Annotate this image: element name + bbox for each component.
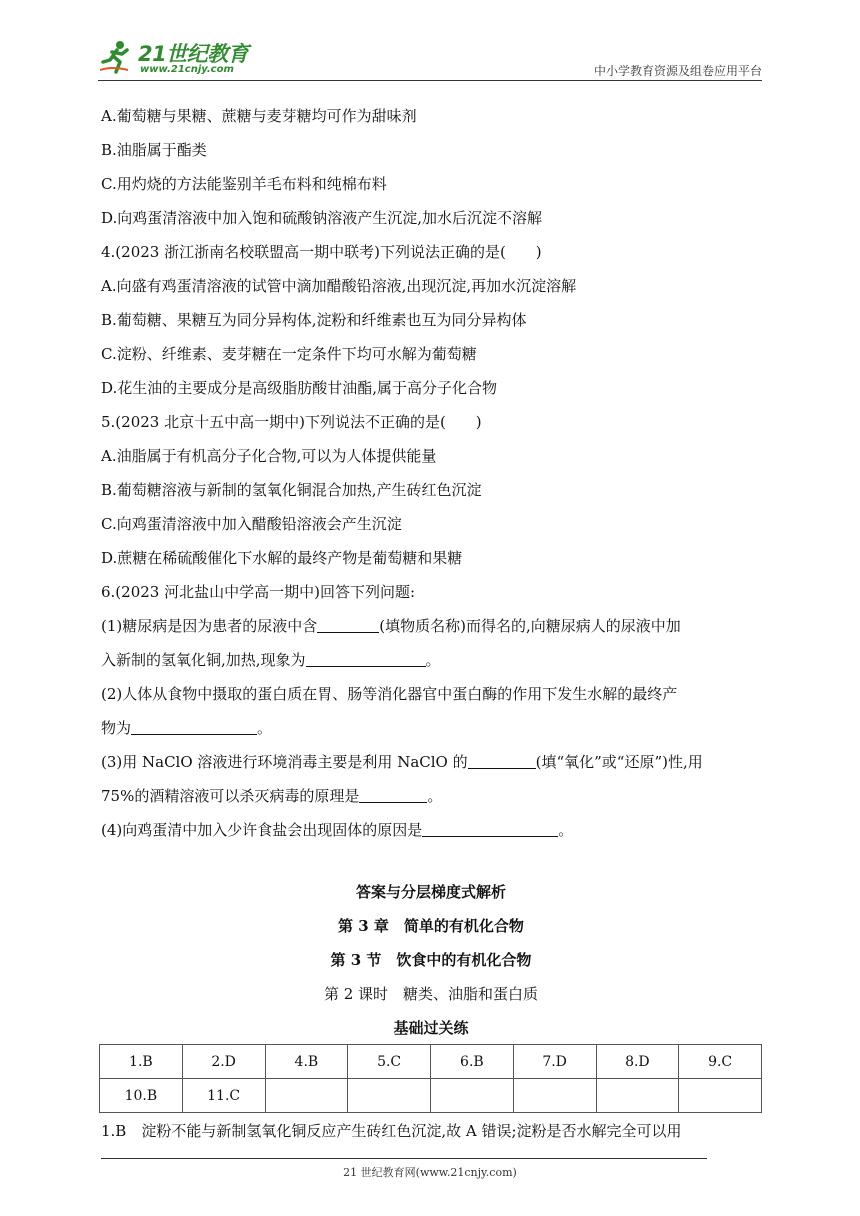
answer-blank (359, 786, 427, 803)
answer-blank (131, 718, 257, 735)
page-header (98, 34, 762, 82)
q6-part3-line2 (101, 779, 763, 813)
q6-part1-line2 (101, 643, 763, 677)
answer-blank (317, 616, 379, 633)
answer-cell (265, 1079, 348, 1113)
answers-title: 答案与分层梯度式解析 (355, 883, 506, 901)
header-divider (98, 80, 762, 81)
answer-cell (431, 1079, 514, 1113)
q4-option-a: A.向盛有鸡蛋清溶液的试管中滴加醋酸铅溶液,出现沉淀,再加水沉淀溶解 (101, 277, 577, 295)
answer-blank (468, 752, 536, 769)
logo-text: 21世纪教育 (138, 42, 249, 66)
practice-subtitle: 基础过关练 (393, 1019, 469, 1037)
q6-part4-line1 (101, 813, 763, 847)
q5-option-b: B.葡萄糖溶液与新制的氢氧化铜混合加热,产生砖红色沉淀 (101, 481, 482, 499)
answer-cell (596, 1079, 679, 1113)
answer-cell (348, 1079, 431, 1113)
answers-section (99, 875, 763, 1045)
q3-option-d: D.向鸡蛋清溶液中加入饱和硫酸钠溶液产生沉淀,加水后沉淀不溶解 (101, 209, 543, 227)
q6-part2-line2 (101, 711, 763, 745)
q6-part1-line1 (101, 609, 763, 643)
answer-cell (513, 1079, 596, 1113)
q6-part3-line1 (101, 745, 763, 779)
answer-cell: 1.B (100, 1045, 183, 1079)
q4-option-d: D.花生油的主要成分是高级脂肪酸甘油酯,属于高分子化合物 (101, 379, 498, 397)
q4-option-c: C.淀粉、纤维素、麦芽糖在一定条件下均可水解为葡萄糖 (101, 345, 477, 363)
section-title: 第 3 节 饮食中的有机化合物 (330, 951, 532, 969)
q3-option-a: A.葡萄糖与果糖、蔗糖与麦芽糖均可作为甜味剂 (101, 107, 417, 125)
q6-part4-text-a: (4)向鸡蛋清中加入少许食盐会出现固体的原因是 (101, 821, 423, 839)
platform-name: 中小学教育资源及组卷应用平台 (593, 64, 762, 78)
q6-part3-text-a: (3)用 NaClO 溶液进行环境消毒主要是利用 NaClO 的 (101, 753, 468, 771)
footer-divider (101, 1158, 707, 1159)
answer-cell: 9.C (679, 1045, 762, 1079)
q6-part2-text-b: 物为 (101, 719, 132, 737)
answer-cell: 11.C (182, 1079, 265, 1113)
answer-cell: 5.C (348, 1045, 431, 1079)
q6-part2-text-c: 。 (257, 719, 273, 737)
lesson-title: 第 2 课时 糖类、油脂和蛋白质 (323, 985, 539, 1003)
q3-option-b: B.油脂属于酯类 (101, 141, 207, 159)
table-row (100, 1079, 762, 1113)
answer-cell: 6.B (431, 1045, 514, 1079)
answer-cell: 4.B (265, 1045, 348, 1079)
logo-url: www.21cnjy.com (140, 64, 234, 75)
answer-blank (422, 820, 558, 837)
q6-part1-text-a: (1)糖尿病是因为患者的尿液中含 (101, 617, 318, 635)
q5-option-c: C.向鸡蛋清溶液中加入醋酸铅溶液会产生沉淀 (101, 515, 402, 533)
answer-cell: 2.D (182, 1045, 265, 1079)
q6-part2-line1: (2)人体从食物中摄取的蛋白质在胃、肠等消化器官中蛋白酶的作用下发生水解的最终产 (101, 685, 678, 703)
q6-part4-text-b: 。 (558, 821, 574, 839)
runner-logo-icon (100, 40, 130, 74)
q6-part3-text-b: (填“氧化”或“还原”)性,用 (535, 753, 703, 771)
q3-option-c: C.用灼烧的方法能鉴别羊毛布料和纯棉布料 (101, 175, 387, 193)
answer-cell: 10.B (100, 1079, 183, 1113)
table-row (100, 1045, 762, 1079)
answer-cell (679, 1079, 762, 1113)
page-footer: 21 世纪教育网(www.21cnjy.com) (343, 1166, 517, 1179)
q6-part3-text-d: 。 (427, 787, 443, 805)
q6-part1-text-c: 入新制的氢氧化铜,加热,现象为 (101, 651, 306, 669)
q6-part1-text-d: 。 (425, 651, 441, 669)
chapter-title: 第 3 章 简单的有机化合物 (338, 917, 524, 935)
q4-option-b: B.葡萄糖、果糖互为同分异构体,淀粉和纤维素也互为同分异构体 (101, 311, 527, 329)
answer-blank (306, 650, 426, 667)
q6-part3-text-c: 75%的酒精溶液可以杀灭病毒的原理是 (101, 787, 360, 805)
q5-option-a: A.油脂属于有机高分子化合物,可以为人体提供能量 (101, 447, 437, 465)
q6-part1-text-b: (填物质名称)而得名的,向糖尿病人的尿液中加 (379, 617, 681, 635)
explanation-1: 1.B 淀粉不能与新制氢氧化铜反应产生砖红色沉淀,故 A 错误;淀粉是否水解完全可以用 (101, 1122, 682, 1140)
q5-option-d: D.蔗糖在稀硫酸催化下水解的最终产物是葡萄糖和果糖 (101, 549, 463, 567)
questions-section (101, 99, 763, 847)
answer-grid (99, 1044, 762, 1113)
answer-cell: 8.D (596, 1045, 679, 1079)
q4-stem: 4.(2023 浙江浙南名校联盟高一期中联考)下列说法正确的是( ) (101, 243, 542, 261)
q5-stem: 5.(2023 北京十五中高一期中)下列说法不正确的是( ) (101, 413, 482, 431)
site-logo (98, 34, 268, 80)
answer-cell: 7.D (513, 1045, 596, 1079)
q6-stem: 6.(2023 河北盐山中学高一期中)回答下列问题: (101, 583, 416, 601)
